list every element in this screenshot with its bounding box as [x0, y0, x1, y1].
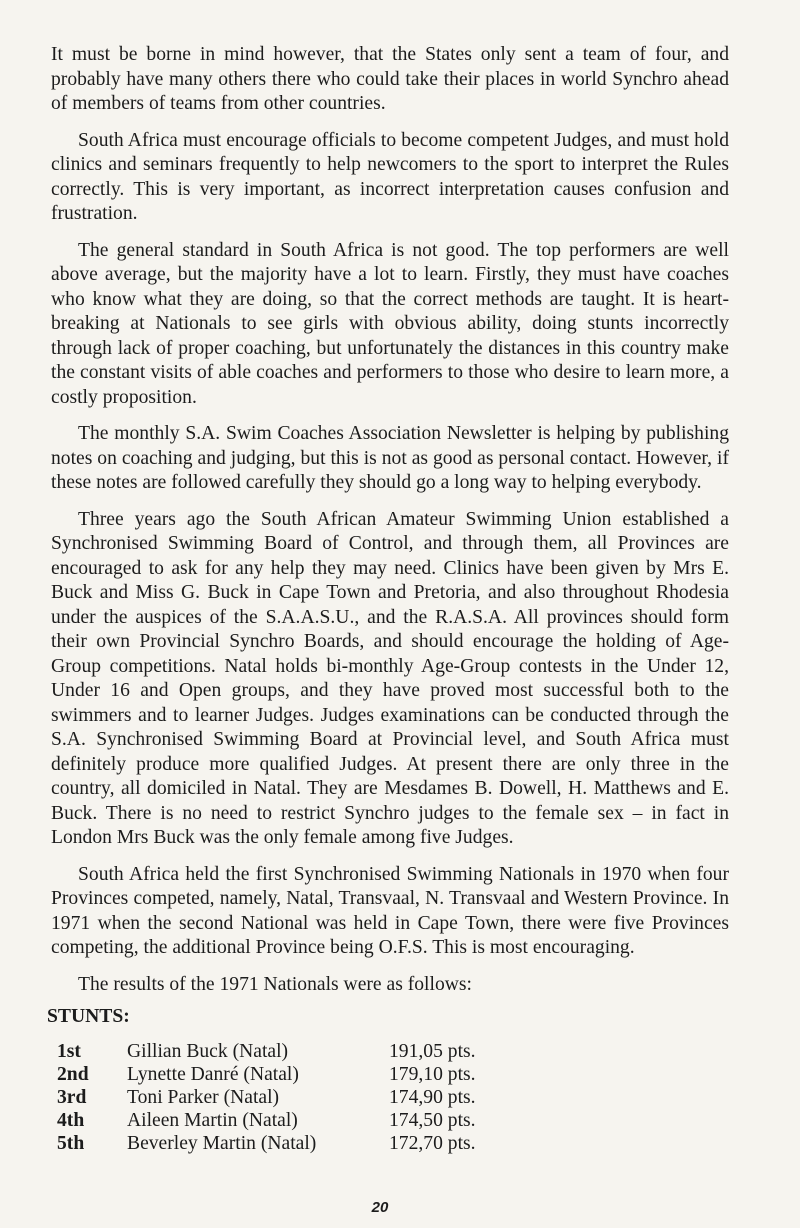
table-row	[57, 1040, 476, 1063]
page-number: 20	[371, 1199, 389, 1216]
result-score: 174,50 pts.	[389, 1109, 476, 1131]
paragraph: The monthly S.A. Swim Coaches Association Newsletter is helping by publishing notes on coaching and judging, but this is not as good as personal contact. However, if these notes are followed carefully they should go a long way to helping everybody.	[51, 423, 729, 493]
paragraph: It must be borne in mind however, that the States only sent a team of four, and probably have many others there who could take their places in world Synchro ahead of members of teams from other countries.	[51, 44, 729, 114]
body-text	[47, 43, 729, 1155]
result-score: 172,70 pts.	[389, 1132, 476, 1154]
paragraph: South Africa held the first Synchronised Swimming Nationals in 1970 when four Provinces competed, namely, Natal, Transvaal, N. Transvaal and Western Province. In 1971 when the second National was held in Cape Town, there were five Provinces competing, the additional Province being O.F.S. This is most encouraging.	[51, 863, 729, 958]
table-row	[57, 1086, 476, 1109]
section-heading: STUNTS:	[47, 1006, 130, 1027]
paragraph: The results of the 1971 Nationals were as follows:	[78, 973, 472, 995]
result-name: Beverley Martin (Natal)	[127, 1132, 317, 1154]
result-score: 174,90 pts.	[389, 1086, 476, 1108]
result-score: 179,10 pts.	[389, 1063, 476, 1085]
result-name: Gillian Buck (Natal)	[127, 1040, 289, 1062]
result-place: 1st	[57, 1040, 81, 1062]
result-name: Aileen Martin (Natal)	[127, 1109, 298, 1131]
paragraph: The general standard in South Africa is not good. The top performers are well above average, but the majority have a lot to learn. Firstly, they must have coaches who know what they are doing, so that the correct methods are taught. It is heart-breaking at Nationals to see girls with obvious ability, doing stunts incorrectly through lack of proper coaching, but unfortunately the distances in this country make the constant visits of able coaches and performers to those who desire to learn more, a costly proposition.	[51, 239, 729, 408]
paragraph: Three years ago the South African Amateur Swimming Union established a Synchronised Swimming Board of Control, and through them, all Provinces are encouraged to ask for any help they may need. Clinics have been given by Mrs E. Buck and Miss G. Buck in Cape Town and Pretoria, and also throughout Rhodesia under the auspices of the S.A.A.S.U., and the R.A.S.A. All provinces should form their own Provincial Synchro Boards, and should encourage the holding of Age-Group competitions. Natal holds bi-monthly Age-Group contests in the Under 12, Under 16 and Open groups, and they have proved most successful both to the swimmers and to learner Judges. Judges examinations can be conducted through the S.A. Synchronised Swimming Board at Provincial level, and South Africa must definitely produce more qualified Judges. At present there are only three in the country, all domiciled in Natal. They are Mesdames B. Dowell, H. Matthews and E. Buck. There is no need to restrict Synchro judges to the female sex – in fact in London Mrs Buck was the only female among five Judges.	[51, 508, 729, 848]
result-place: 2nd	[57, 1063, 89, 1085]
table-row	[57, 1132, 476, 1155]
result-place: 5th	[57, 1132, 85, 1154]
result-place: 3rd	[57, 1086, 87, 1108]
paragraph: South Africa must encourage officials to become competent Judges, and must hold clinics and seminars frequently to help newcomers to the sport to interpret the Rules correctly. This is very important, as incorrect interpretation causes confusion and frustration.	[51, 129, 729, 224]
table-row	[57, 1109, 476, 1132]
table-row	[57, 1063, 476, 1086]
result-place: 4th	[57, 1109, 85, 1131]
result-name: Lynette Danré (Natal)	[127, 1063, 299, 1085]
results-table	[57, 1040, 476, 1155]
result-name: Toni Parker (Natal)	[127, 1086, 280, 1108]
result-score: 191,05 pts.	[389, 1040, 476, 1062]
